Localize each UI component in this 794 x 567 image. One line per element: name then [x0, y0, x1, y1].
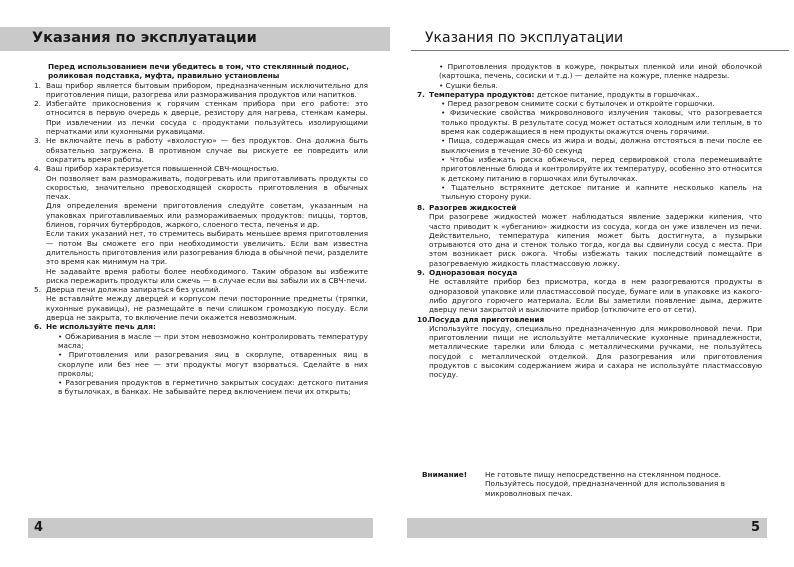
list-item-1	[34, 81, 368, 100]
bullet-item: • Приготовления или разогревания яиц в скорлупе, отваренных яиц в скорлупе или без нее — эти продукты могут взорваться. Сделайте в них проколы;	[58, 350, 368, 378]
list-item-4	[34, 164, 368, 285]
list-item-2	[34, 99, 368, 136]
page-number: 4	[34, 520, 44, 535]
bullet-item: • Сушки белья.	[439, 80, 498, 90]
right-column	[417, 62, 762, 380]
item-text: Не оставляйте прибор без присмотра, когда в нем разогреваются продукты в одноразовой упаковке или пластмассовой посуде, бумаге или в упаковке из какого-либо другого горючего материала. Если Вы заметили появление дыма, держите дверцу печи закрытой и выключите прибор (отключите его от сети).	[429, 277, 762, 315]
item-paragraph: Для определения времени приготовления следуйте советам, указанным на упаковках приготавливаемых или размораживаемых продуктов: пиццы, тортов, блинов, горячих бутербродов, жаркого, слоеного теста, печенья и др.	[46, 201, 368, 230]
right-header	[411, 27, 789, 51]
item-number: 7.	[417, 89, 425, 99]
item-heading: Разогрев жидкостей	[429, 202, 517, 212]
item-number: 8.	[417, 202, 425, 212]
item-text: Избегайте прикосновения к горячим стенкам прибора при его работе: это относится в первую очередь к дверце, резистору для нагрева, стенкам камеры. При извлечении из печки сосуда с продуктами пользуйтесь изолирующими перчатками или кухонными рукавицами.	[46, 99, 368, 137]
bullet-item: • Приготовления продуктов в кожуре, покрытых пленкой или иной оболочкой (картошка, печень, сосиски и т.д.) — делайте на кожуре, пленке надрезы.	[439, 62, 762, 81]
item-heading: Одноразовая посуда	[429, 268, 518, 278]
left-footer-bar	[28, 518, 373, 538]
item-number: 1.	[34, 80, 41, 90]
item-text: детское питание, продукты в горшочках..	[536, 89, 700, 99]
item-number: 10.	[417, 314, 430, 324]
left-column	[34, 62, 368, 397]
bullet-item: • Тщательно встряхните детское питание и капните несколько капель на тыльную сторону руки.	[441, 182, 762, 202]
item-number: 3.	[34, 136, 41, 146]
list-item-5	[34, 285, 368, 322]
page-number: 5	[750, 520, 760, 535]
item-number: 2.	[34, 99, 41, 109]
list-item-9	[417, 268, 762, 314]
warning-label: Внимание!	[422, 470, 468, 479]
item-text: Дверца печи должна запираться без усилий.	[46, 285, 221, 295]
item-heading: Температура продуктов:	[429, 89, 535, 99]
list-item-6	[34, 322, 368, 396]
bullet-item: • Перед разогревом снимите соски с бутылочек и откройте горшочки.	[441, 99, 715, 109]
bullet-item: • Физические свойства микроволнового излучения таковы, что разогревается только продукты. В результате сосуд может остаться холодным или теплым, в то время как содержащиеся в нем продукты окажутся очень горячими.	[441, 108, 762, 137]
item-text: Используйте посуду, специально предназначенную для микроволновой печи. При приготовлении пищи не используйте металлические кухонные принадлежности, металлические тарелки или блюда с металлическими ручками, не пользуйтесь посудой с металлической отделкой. Для разогревания или приготовления продуктов с высоким содержанием жира и сахара не используйте пластмассовую посуду.	[429, 323, 762, 380]
item-number: 5.	[34, 285, 41, 295]
item-paragraph: Если таких указаний нет, то стремитесь выбирать меньшее время приготовления — потом Вы сможете его при необходимости увеличить. Если вам известна длительность приготовления или разогревания блюда в обычной печи, разделите это время как минимум на три.	[46, 229, 368, 267]
list-item-7	[417, 90, 762, 202]
item-number: 9.	[417, 268, 425, 278]
warning-note	[422, 470, 767, 498]
item-paragraph: Он позволяет вам размораживать, подогревать или приготавливать продукты со скоростью, значительно превосходящей скорость приготовления в обычных печах.	[46, 173, 368, 202]
item-number: 6.	[34, 322, 42, 332]
left-header-bar	[0, 27, 390, 51]
item-text: Ваш прибор характеризуется повышенной СВЧ-мощностью.	[46, 164, 279, 174]
bullet-item: • Чтобы избежать риска обжечься, перед сервировкой стола перемешивайте приготовленные блюда и контролируйте их температуру, особенно это относится к детскому питанию в горшочках или бутылочках.	[441, 154, 762, 183]
list-item-8	[417, 203, 762, 268]
warning-text: Не готовьте пищу непосредственно на стеклянном подносе. Пользуйтесь посудой, предназначенной для использования в микроволновых печах.	[485, 470, 725, 498]
item-paragraph: Не задавайте время работы более необходимого. Таким образом вы избежите риска пережарить продукты или сжечь — в случае если вы забыли их в СВЧ-печи.	[46, 266, 368, 285]
item-text: Ваш прибор является бытовым прибором, предназначенным исключительно для приготовления пищи, разогрева или размораживания продуктов или напитков.	[46, 80, 368, 99]
lead-paragraph: Перед использованием печи убедитесь в том, что стеклянный поднос, роликовая подставка, муфта, правильно установлены	[48, 62, 350, 81]
list-item-3	[34, 136, 368, 164]
bullet-item: • Пища, содержащая смесь из жира и воды, должна отстояться в печи после ее выключения в течение 30-60 секунд	[441, 136, 762, 155]
list-item-10	[417, 315, 762, 380]
item-heading: Посуда для приготовления	[429, 314, 545, 324]
bullet-item: • Обжаривания в масле — при этом невозможно контролировать температуру масла;	[58, 331, 368, 350]
right-footer-bar	[407, 518, 767, 538]
right-page-title: Указания по эксплуатации	[425, 30, 624, 46]
item-paragraph: Не вставляйте между дверцей и корпусом печи посторонние предметы (тряпки, кухонные рукавицы), не размещайте в печи слишком громоздкую посуду. Если дверца не закрыта, то включение печи окажется невозможным.	[46, 294, 368, 323]
bullet-item: • Разогревания продуктов в герметично закрытых сосудах: детского питания в бутылочках, в банках. Не забывайте перед включением печи их открыть;	[58, 378, 368, 397]
item-number: 4.	[34, 164, 41, 174]
item-heading: Не используйте печь для:	[46, 322, 156, 332]
right-page	[397, 0, 794, 567]
item-text: Не включайте печь в работу «вхолостую» — без продуктов. Она должна быть обязательно загружена. В противном случае вы рискуете ее повредить или сократить время работы.	[46, 136, 368, 164]
item-text: При разогреве жидкостей может наблюдаться явление задержки кипения, что часто приводит к «убеганию» жидкости из сосуда, когда он уже извлечен из печи. Действительно, температура кипения может быть достигнута, а пузырьки отрываются ото дна и стенок только тогда, когда вы сдвинули сосуд с места. При этом возникает риск ожога. Чтобы избежать таких последствий помещайте в разогреваемую жидкость пластмассовую ложку.	[429, 212, 762, 268]
left-page-title: Указания по эксплуатации	[32, 30, 257, 46]
